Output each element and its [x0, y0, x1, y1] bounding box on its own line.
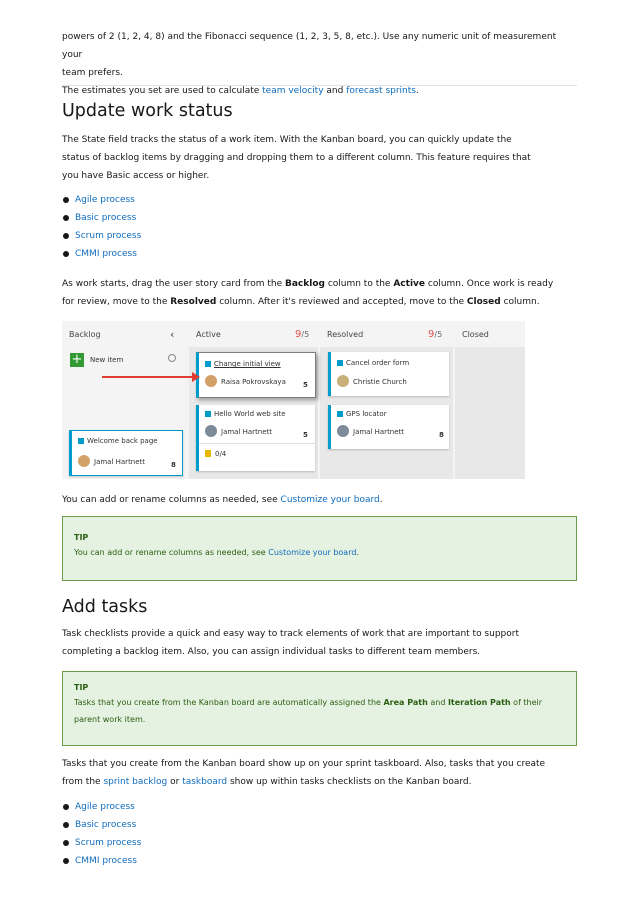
tip-box	[62, 671, 577, 746]
forecast-sprints-link[interactable]: forecast sprints	[346, 86, 416, 96]
taskboard-link[interactable]: taskboard	[182, 777, 228, 787]
add-new-item-icon[interactable]: +	[71, 352, 83, 367]
task-checklists-paragraph: Task checklists provide a quick and easy way to track elements of work that are important to support completing a backlog item. Also, you can assign individual tasks to different team members.	[62, 629, 519, 657]
add-columns-paragraph: You can add or rename columns as needed, see Customize your board.	[62, 495, 383, 505]
customize-board-link[interactable]: Customize your board	[280, 495, 380, 505]
scrum-process-link[interactable]: Scrum process	[75, 231, 142, 241]
customize-board-link[interactable]: Customize your board	[268, 548, 357, 557]
section-heading-add-tasks: Add tasks	[62, 597, 148, 617]
avatar	[205, 375, 217, 387]
card-welcome-back-page[interactable]: Welcome back page Jamal Hartnett 8	[69, 430, 183, 476]
basic-process-link[interactable]: Basic process	[75, 213, 137, 223]
user-story-icon	[78, 438, 84, 444]
wip-limit-resolved: 9/5	[428, 329, 443, 340]
list-item	[62, 798, 141, 816]
list-item	[62, 852, 141, 870]
avatar	[337, 375, 349, 387]
process-link-list	[62, 798, 141, 870]
card-hello-world-web-site[interactable]: Hello World web site Jamal Hartnett 5 0/4	[196, 405, 315, 471]
agile-process-link[interactable]: Agile process	[75, 195, 135, 205]
tip-title: TIP	[74, 533, 89, 542]
drag-card-paragraph: As work starts, drag the user story card from the Backlog column to the Active column. Once work is ready for review, move to the Resolved column. After it's reviewed and accepted, move to the Closed column.	[62, 279, 554, 307]
task-checklist-icon	[205, 450, 211, 457]
column-header-active: Active	[196, 330, 221, 339]
cmmi-process-link[interactable]: CMMI process	[75, 856, 137, 866]
column-header-backlog: Backlog	[69, 330, 101, 339]
team-velocity-link[interactable]: team velocity	[262, 86, 324, 96]
list-item	[62, 816, 141, 834]
scrum-process-link[interactable]: Scrum process	[75, 838, 142, 848]
search-icon[interactable]	[168, 354, 176, 362]
list-item	[62, 834, 141, 852]
list-item	[62, 209, 141, 227]
user-story-icon	[337, 360, 343, 366]
intro-line: team prefers.	[62, 68, 123, 78]
card-cancel-order-form[interactable]: Cancel order form Christie Church	[328, 352, 449, 396]
tip-box	[62, 516, 577, 581]
avatar	[205, 425, 217, 437]
tip-text: Tasks that you create from the Kanban board are automatically assigned the Area Path and Iteration Path of their parent work item.	[74, 698, 543, 724]
section-heading-update-work-status: Update work status	[62, 101, 233, 121]
avatar	[337, 425, 349, 437]
kanban-board-image	[62, 321, 525, 479]
closed-lane	[455, 347, 525, 479]
agile-process-link[interactable]: Agile process	[75, 802, 135, 812]
basic-process-link[interactable]: Basic process	[75, 820, 137, 830]
list-item	[62, 227, 141, 245]
tip-text: You can add or rename columns as needed, see Customize your board.	[74, 548, 359, 557]
list-item	[62, 245, 141, 263]
user-story-icon	[205, 361, 211, 367]
taskboard-paragraph: Tasks that you create from the Kanban board show up on your sprint taskboard. Also, tasks that you create from the sprint backlog or taskboard show up within tasks checklists on the Kanban board.	[62, 759, 546, 787]
intro-estimates-line: The estimates you set are used to calculate team velocity and forecast sprints.	[62, 86, 419, 96]
intro-line: powers of 2 (1, 2, 4, 8) and the Fibonacci sequence (1, 2, 3, 5, 8, etc.). Use any numeric unit of measurement your	[62, 32, 557, 60]
intro-paragraph	[62, 28, 577, 100]
divider	[62, 85, 577, 86]
list-item	[62, 191, 141, 209]
wip-limit-active: 9/5	[295, 329, 310, 340]
avatar	[78, 455, 90, 467]
process-link-list	[62, 191, 141, 263]
tip-title: TIP	[74, 683, 89, 692]
sprint-backlog-link[interactable]: sprint backlog	[103, 777, 168, 787]
new-item-label: New item	[90, 356, 124, 364]
user-story-icon	[337, 411, 343, 417]
state-field-paragraph: The State field tracks the status of a work item. With the Kanban board, you can quickly update the status of backlog items by dragging and dropping them to a different column. This feature requires that you have Basic access or higher.	[62, 135, 531, 181]
card-gps-locator[interactable]: GPS locator Jamal Hartnett 8	[328, 405, 449, 449]
column-header-resolved: Resolved	[327, 330, 364, 339]
card-change-initial-view[interactable]: Change initial view Raisa Pokrovskaya 5	[196, 352, 316, 398]
column-header-closed: Closed	[462, 330, 489, 339]
drag-arrow-icon	[102, 372, 202, 382]
user-story-icon	[205, 411, 211, 417]
cmmi-process-link[interactable]: CMMI process	[75, 249, 137, 259]
collapse-chevron-icon: ‹	[170, 328, 175, 341]
